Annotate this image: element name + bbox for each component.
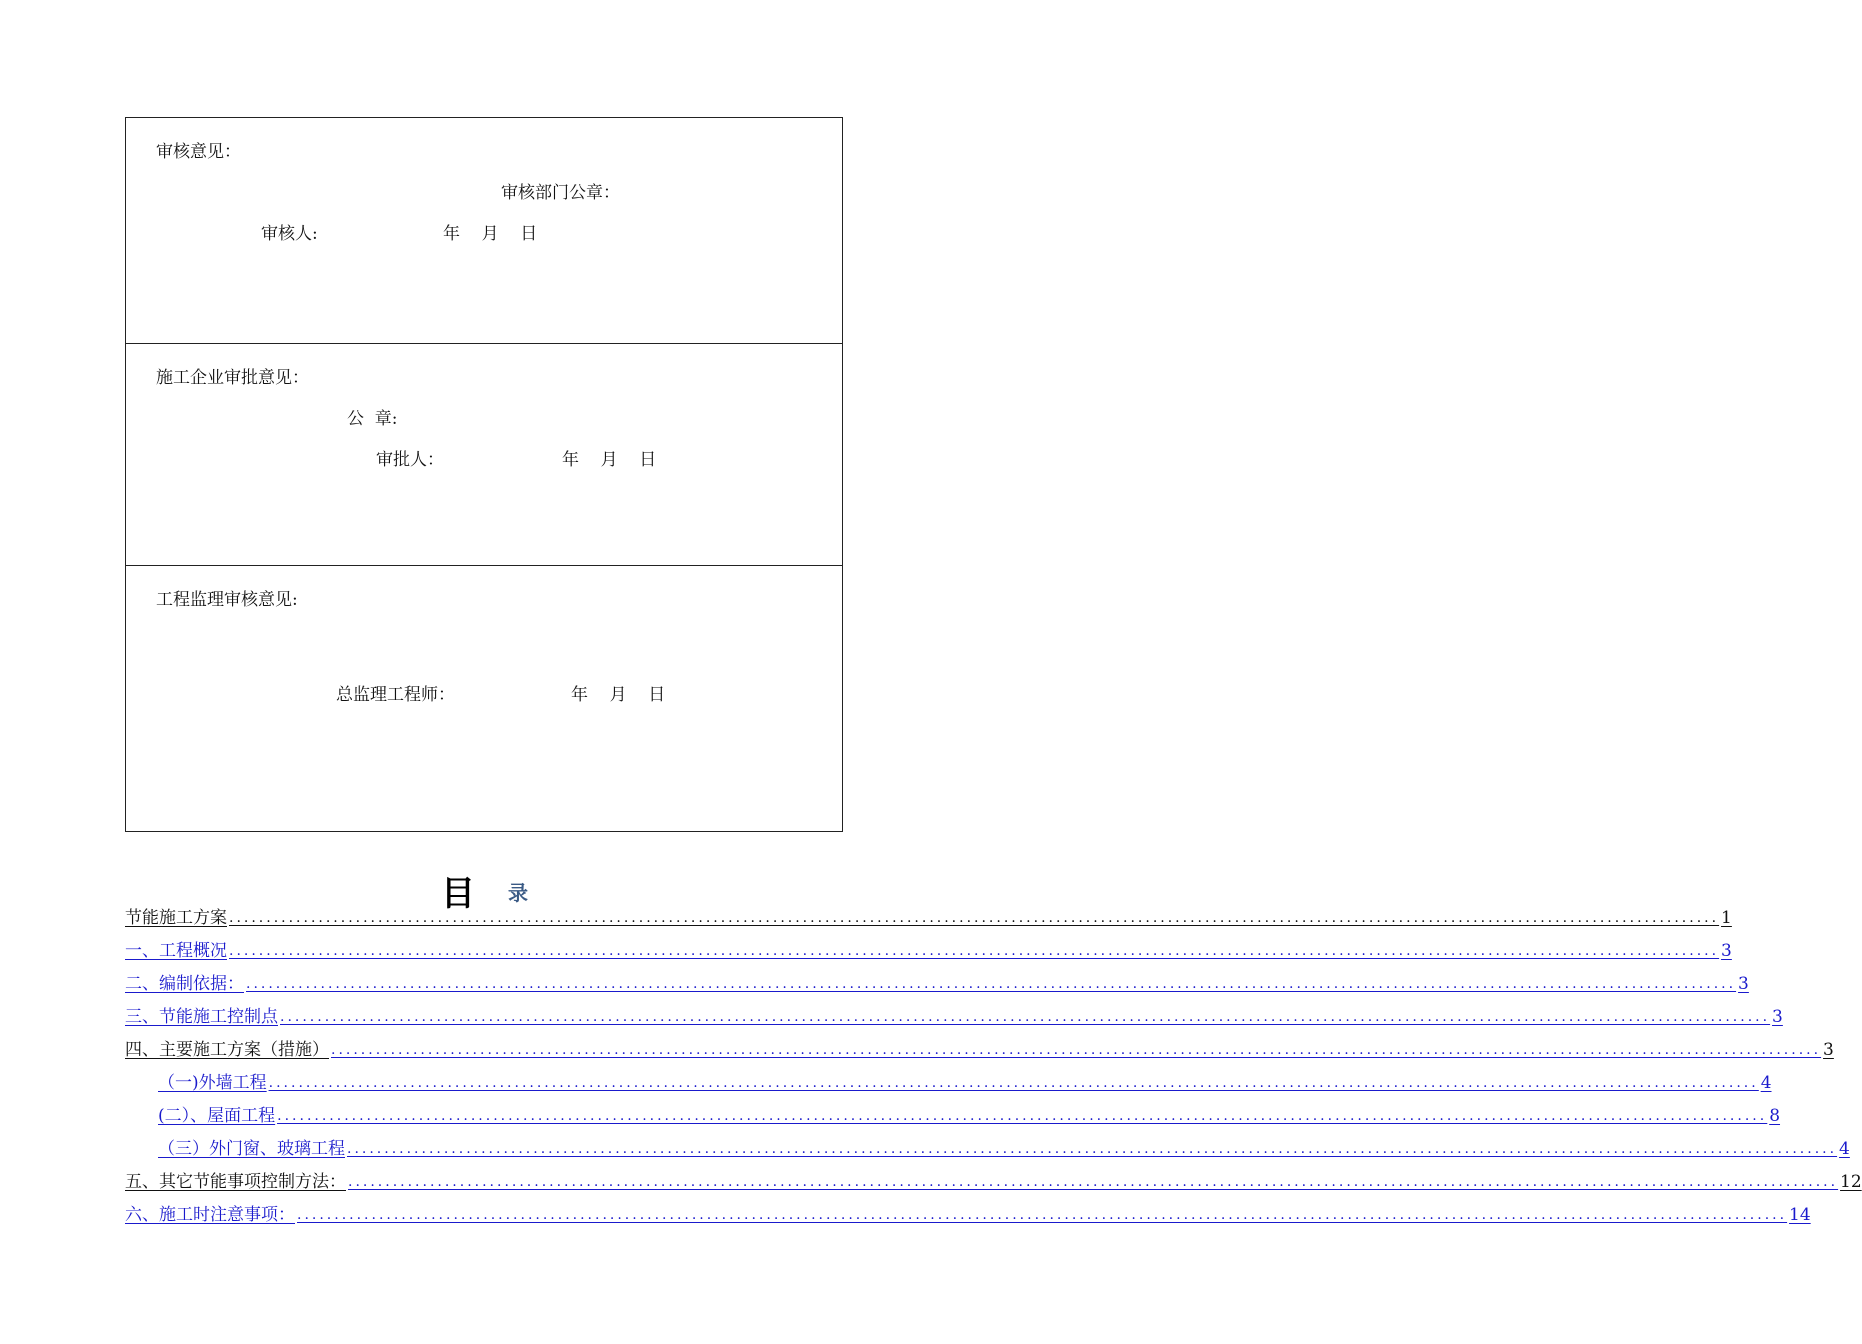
approval-label: 施工企业审批意见：	[156, 368, 309, 388]
toc-item-page: 1	[1721, 908, 1732, 928]
toc-item-page: 3	[1738, 974, 1749, 994]
chief-engineer-label: 总监理工程师：	[336, 685, 455, 705]
toc-leader-dots: ........................................................................................................................................................................................................	[246, 976, 1737, 992]
toc-item-page: 4	[1760, 1073, 1772, 1093]
toc-item[interactable]	[125, 1201, 1811, 1225]
toc-item-text: (二）、屋面工程	[158, 1106, 276, 1126]
toc-item-text: 六、施工时注意事项：	[125, 1205, 295, 1225]
toc-item-text: （三）外门窗、玻璃工程	[158, 1139, 345, 1159]
toc-leader-dots: ........................................................................................................................................................................................................	[348, 1174, 1839, 1190]
reviewer-label: 审核人:	[261, 224, 318, 244]
review-label: 审核意见：	[156, 142, 241, 162]
toc-item-page: 8	[1769, 1106, 1781, 1126]
toc-title-small: 录	[508, 881, 528, 905]
toc-item[interactable]	[125, 970, 1749, 994]
toc-item-page: 3	[1823, 1040, 1834, 1060]
toc-item-page: 4	[1839, 1139, 1850, 1159]
review-date: 年 月 日	[443, 224, 538, 244]
approval-table	[125, 117, 843, 832]
toc-item-text: 五、其它节能事项控制方法：	[125, 1172, 346, 1192]
toc-item-text: 三、节能施工控制点	[125, 1007, 278, 1027]
toc-item[interactable]	[125, 904, 1732, 928]
toc-title-big: 目	[441, 874, 475, 914]
review-cell	[126, 118, 842, 344]
toc-item[interactable]	[125, 1036, 1834, 1060]
review-dept-seal: 审核部门公章：	[501, 183, 620, 203]
toc-item[interactable]	[158, 1102, 1781, 1126]
approval-seal: 公 章:	[347, 409, 398, 429]
toc-item[interactable]	[158, 1069, 1772, 1093]
toc-leader-dots: ........................................................................................................................................................................................................	[268, 1075, 1759, 1091]
toc-item-page: 12	[1840, 1172, 1862, 1192]
toc-item-text: 节能施工方案	[125, 908, 227, 928]
toc-item[interactable]	[158, 1135, 1850, 1159]
toc-item[interactable]	[125, 1003, 1783, 1027]
supervision-label: 工程监理审核意见:	[156, 590, 298, 610]
toc-leader-dots: ........................................................................................................................................................................................................	[280, 1009, 1771, 1025]
toc-leader-dots: ........................................................................................................................................................................................................	[331, 1042, 1822, 1058]
approver-label: 审批人：	[376, 450, 444, 470]
supervision-date: 年 月 日	[571, 685, 666, 705]
supervision-cell	[126, 566, 842, 833]
toc-item-text: 二、编制依据：	[125, 974, 244, 994]
toc-item-page: 3	[1721, 941, 1732, 961]
toc-leader-dots: ........................................................................................................................................................................................................	[347, 1141, 1838, 1157]
toc-item-page: 14	[1789, 1205, 1811, 1225]
toc-item-text: （一)外墙工程	[158, 1073, 267, 1093]
toc-item[interactable]	[125, 937, 1732, 961]
toc-item[interactable]	[125, 1168, 1862, 1192]
toc-item-page: 3	[1772, 1007, 1783, 1027]
approval-cell	[126, 344, 842, 566]
toc-item-text: 一、工程概况	[125, 941, 227, 961]
toc-leader-dots: ........................................................................................................................................................................................................	[229, 943, 1720, 959]
toc-leader-dots: ........................................................................................................................................................................................................	[277, 1108, 1768, 1124]
toc-leader-dots: ........................................................................................................................................................................................................	[297, 1207, 1788, 1223]
approval-date: 年 月 日	[562, 450, 657, 470]
toc-item-text: 四、主要施工方案（措施）	[125, 1040, 329, 1060]
toc-leader-dots: ........................................................................................................................................................................................................	[229, 910, 1720, 926]
